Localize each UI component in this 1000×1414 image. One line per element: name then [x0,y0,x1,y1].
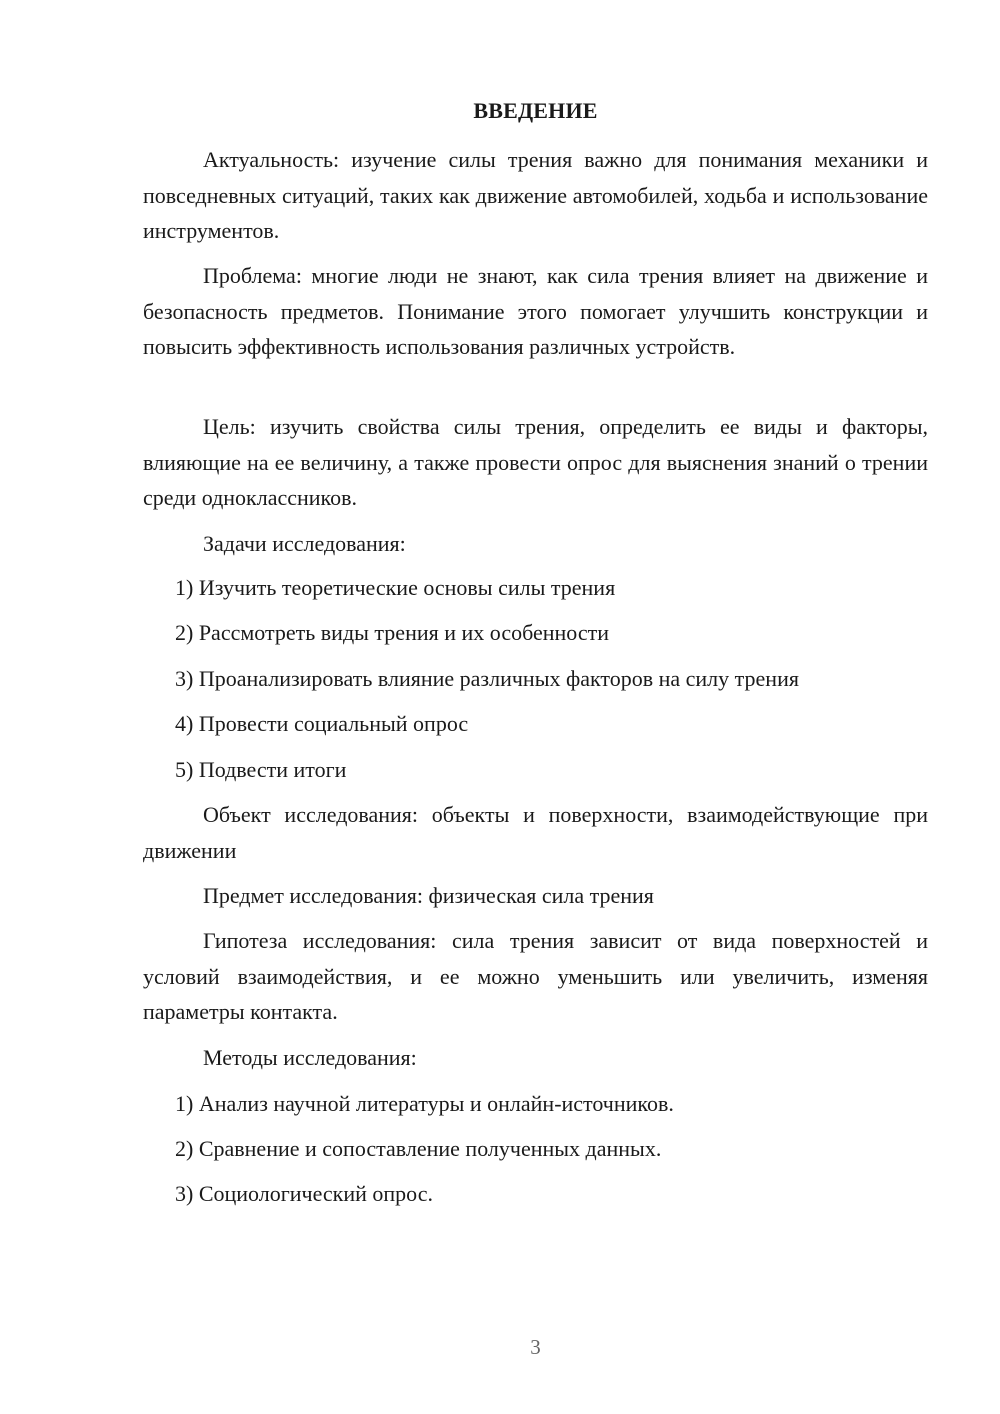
page-number: 3 [530,1335,541,1359]
task-item-5: 5) Подвести итоги [175,757,347,782]
method-item-2: 2) Сравнение и сопоставление полученных данных. [175,1136,662,1161]
task-item-2: 2) Рассмотреть виды трения и их особенности [175,620,610,645]
paragraph-goal: Цель: изучить свойства силы трения, определить ее виды и факторы, влияющие на ее величину, а также провести опрос для выяснения знаний о трении среди одноклассников. [143,414,928,510]
paragraph-relevance: Актуальность: изучение силы трения важно для понимания механики и повседневных ситуаций, таких как движение автомобилей, ходьба и использование инструментов. [143,147,928,243]
tasks-heading: Задачи исследования: [203,531,406,556]
paragraph-subject: Предмет исследования: физическая сила трения [203,883,654,908]
methods-heading: Методы исследования: [203,1045,417,1070]
page-title: ВВЕДЕНИЕ [473,98,598,123]
task-item-4: 4) Провести социальный опрос [175,711,469,736]
method-item-3: 3) Социологический опрос. [175,1181,433,1206]
task-item-3: 3) Проанализировать влияние различных факторов на силу трения [175,666,799,691]
paragraph-object: Объект исследования: объекты и поверхности, взаимодействующие при движении [143,802,928,863]
document-page [143,0,928,1414]
task-item-1: 1) Изучить теоретические основы силы трения [175,575,616,600]
paragraph-problem: Проблема: многие люди не знают, как сила трения влияет на движение и безопасность предметов. Понимание этого помогает улучшить конструкции и повысить эффективность использования различных устройств. [143,263,928,359]
method-item-1: 1) Анализ научной литературы и онлайн-источников. [175,1091,674,1116]
paragraph-hypothesis: Гипотеза исследования: сила трения зависит от вида поверхностей и условий взаимодействия, и ее можно уменьшить или увеличить, изменяя параметры контакта. [143,928,928,1024]
